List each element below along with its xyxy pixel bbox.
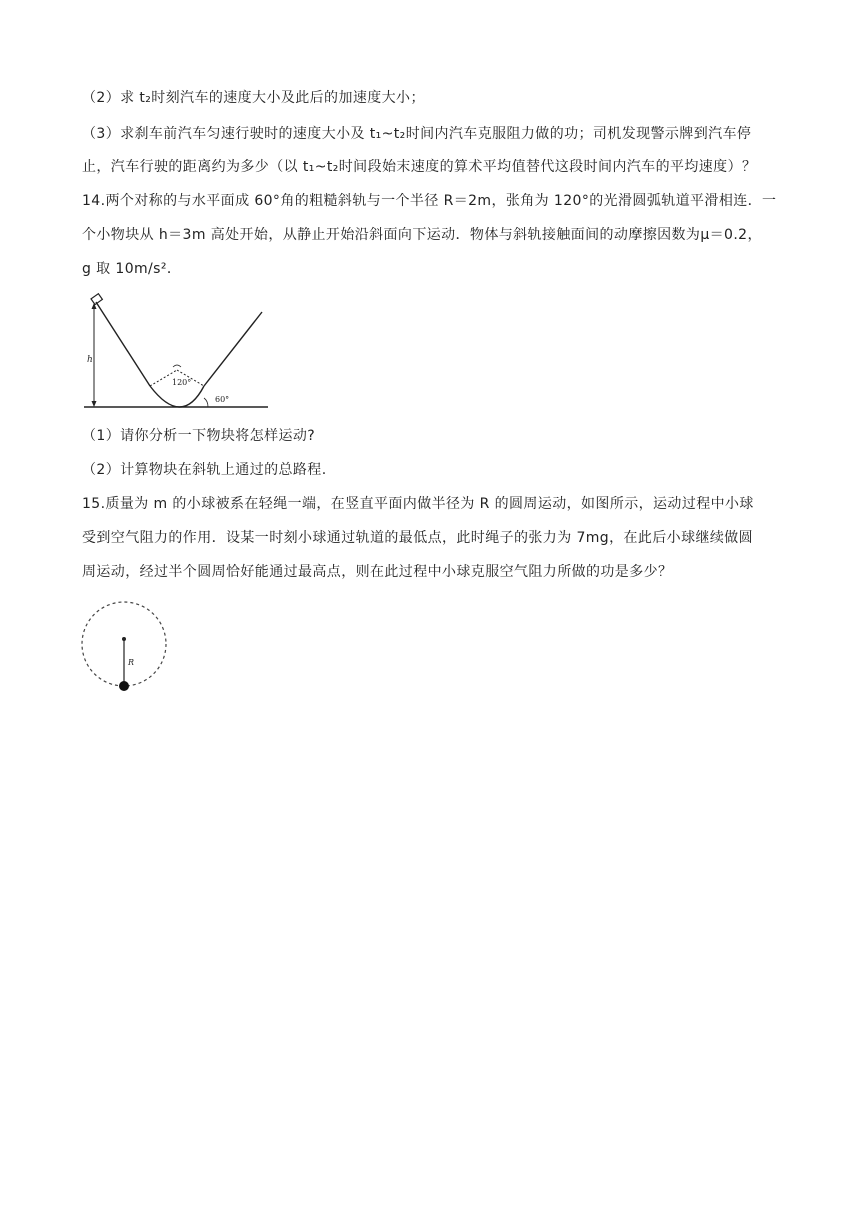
figure-inclined-track — [82, 290, 282, 412]
incline-angle-label: 60° — [215, 395, 230, 404]
q14-line2: 个小物块从 h＝3m 高处开始，从静止开始沿斜面向下运动．物体与斜轨接触面间的动摩擦因数为μ＝0.2， — [82, 227, 762, 243]
q15-line3: 周运动，经过半个圆周恰好能通过最高点，则在此过程中小球克服空气阻力所做的功是多少？ — [82, 564, 673, 580]
q14-line1: 14.两个对称的与水平面成 60°角的粗糙斜轨与一个半径 R＝2m，张角为 120°的光滑圆弧轨道平滑相连．一 — [82, 193, 777, 209]
q14-part1: （1）请你分析一下物块将怎样运动? — [82, 428, 316, 444]
q13-part3-line1: （3）求刹车前汽车匀速行驶时的速度大小及 t₁~t₂时间内汽车克服阻力做的功；司机发现警示牌到汽车停 — [82, 126, 752, 142]
q15-line2: 受到空气阻力的作用．设某一时刻小球通过轨道的最低点，此时绳子的张力为 7mg，在此后小球继续做圆 — [82, 530, 754, 546]
q13-part3-line2: 止，汽车行驶的距离约为多少（以 t₁~t₂时间段始末速度的算术平均值替代这段时间内汽车的平均速度）？ — [82, 159, 757, 175]
radius-label: R — [128, 658, 135, 667]
q15-line1: 15.质量为 m 的小球被系在轻绳一端，在竖直平面内做半径为 R 的圆周运动，如图所示，运动过程中小球 — [82, 496, 754, 512]
height-label: h — [87, 355, 93, 365]
q14-part2: （2）计算物块在斜轨上通过的总路程. — [82, 462, 327, 478]
arc-angle-label: 120° — [172, 378, 192, 387]
q13-part2: （2）求 t₂时刻汽车的速度大小及此后的加速度大小； — [82, 90, 425, 106]
figure-vertical-circle — [78, 598, 174, 694]
ball — [119, 681, 129, 691]
q14-line3: g 取 10m/s²． — [82, 261, 182, 277]
